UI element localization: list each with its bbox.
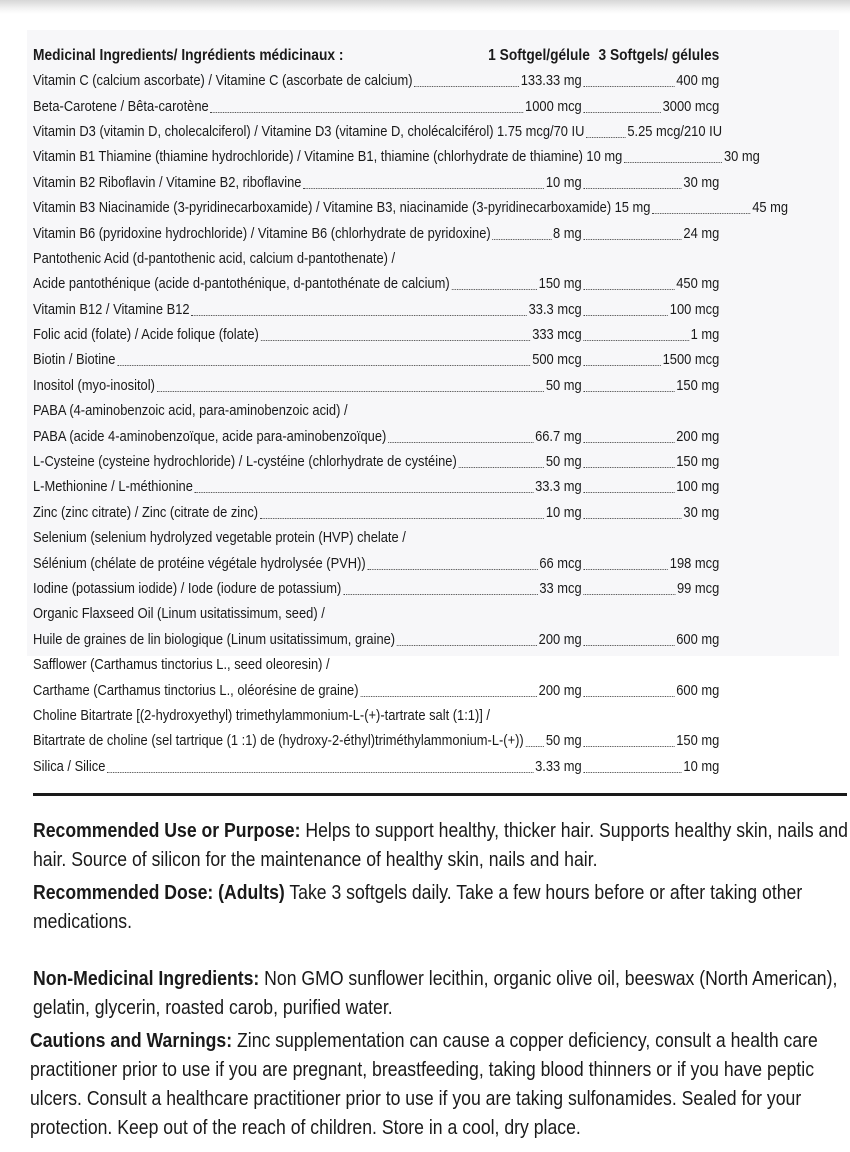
leader-dots (451, 289, 537, 290)
amount-three-softgels: 198 mcg (669, 554, 720, 572)
leader-dots (583, 391, 674, 392)
table-row (33, 195, 789, 220)
ingredient-name: PABA (acide 4-aminobenzoïque, acide para-aminobenzoïque) (33, 427, 387, 445)
amount-three-softgels: 600 mg (676, 681, 720, 699)
non-medicinal-text: Non GMO sunflower lecithin, organic olive oil, beeswax (North American), gelatin, glycerin, roasted carob, purified water. (33, 967, 838, 1019)
table-row (33, 576, 719, 601)
header-one-softgel: 1 Softgel/gélule (488, 47, 590, 64)
amount-one-softgel: 66 mcg (539, 554, 582, 572)
table-row (33, 373, 719, 398)
table-row (33, 423, 719, 448)
ingredient-name: Inositol (myo-inositol) (33, 376, 155, 394)
leader-dots (195, 492, 534, 493)
leader-dots (583, 645, 674, 646)
ingredient-name: Huile de graines de lin biologique (Linum usitatissimum, graine) (33, 630, 396, 648)
amount-one-softgel: 333 mcg (532, 326, 582, 344)
amount-three-softgels: 400 mg (676, 72, 720, 90)
amount-one-softgel: 15 mg (614, 199, 651, 217)
amount-three-softgels: 99 mcg (676, 580, 720, 597)
header-ingredients: Medicinal Ingredients/ Ingrédients médicinaux : (33, 47, 344, 64)
amount-one-softgel: 1000 mcg (525, 97, 582, 115)
amount-one-softgel: 200 mg (538, 681, 582, 699)
leader-dots (583, 365, 660, 366)
leader-dots (583, 492, 674, 493)
ingredient-name: Iodine (potassium iodide) / Iode (iodure de potassium) (33, 580, 342, 597)
leader-dots (583, 239, 681, 240)
amount-three-softgels: 150 mg (676, 453, 720, 471)
amount-one-softgel: 3.33 mg (535, 757, 582, 775)
amount-one-softgel: 133.33 mg (520, 72, 582, 90)
table-row (33, 347, 719, 372)
amount-three-softgels: 450 mg (676, 275, 720, 293)
leader-dots (583, 772, 681, 773)
ingredient-name: Bitartrate de choline (sel tartrique (1 :1) de (hydroxy-2-éthyl)triméthylammonium-L-(+)) (33, 732, 524, 750)
table-row (33, 677, 719, 702)
table-row (33, 68, 719, 93)
leader-dots (583, 289, 674, 290)
ingredient-name: Vitamin C (calcium ascorbate) / Vitamine C (ascorbate de calcium) (33, 72, 413, 90)
amount-one-softgel: 66.7 mg (535, 427, 582, 445)
leader-dots (210, 112, 523, 113)
leader-dots (652, 213, 750, 214)
leader-dots (117, 365, 530, 366)
ingredient-name: Zinc (zinc citrate) / Zinc (citrate de zinc) (33, 503, 259, 521)
table-row (33, 144, 760, 169)
leader-dots (360, 696, 537, 697)
leader-dots (303, 188, 544, 189)
leader-dots (343, 594, 538, 595)
amount-one-softgel: 33 mcg (539, 580, 582, 597)
table-row (33, 119, 723, 144)
leader-dots (586, 137, 626, 138)
leader-dots (624, 162, 722, 163)
amount-three-softgels: 1 mg (690, 326, 720, 344)
amount-three-softgels: 1500 mcg (662, 351, 720, 369)
leader-dots (388, 442, 533, 443)
amount-three-softgels: 30 mg (683, 503, 720, 521)
leader-dots (583, 569, 668, 570)
recommended-use-label: Recommended Use or Purpose: (33, 819, 301, 842)
ingredient-name: Sélénium (chélate de protéine végétale hydrolysée (PVH)) (33, 554, 366, 572)
amount-three-softgels: 200 mg (676, 427, 720, 445)
leader-dots (414, 86, 519, 87)
leader-dots (583, 315, 668, 316)
leader-dots (492, 239, 551, 240)
table-row (33, 170, 719, 195)
ingredient-name: Vitamin D3 (vitamin D, cholecalciferol) / Vitamine D3 (vitamine D, cholécalciférol) (33, 122, 494, 140)
leader-dots (525, 746, 544, 747)
amount-one-softgel: 10 mg (545, 173, 582, 191)
leader-dots (583, 518, 681, 519)
ingredient-name: Acide pantothénique (acide d-pantothénique, d-pantothénate de calcium) (33, 275, 450, 293)
recommended-dose (33, 878, 850, 936)
ingredient-rows (33, 68, 789, 779)
leader-dots (583, 442, 674, 443)
recommended-dose-text: Take 3 softgels daily. Take a few hours before or after taking other medications. (33, 881, 803, 933)
leader-dots (107, 772, 533, 773)
amount-three-softgels: 24 mg (683, 224, 720, 242)
amount-one-softgel: 50 mg (545, 453, 582, 471)
ingredient-name: Vitamin B2 Riboflavin / Vitamine B2, riboflavine (33, 173, 302, 191)
amount-three-softgels: 150 mg (676, 376, 720, 394)
ingredient-name: Vitamin B12 / Vitamine B12 (33, 300, 190, 318)
amount-three-softgels: 30 mg (723, 148, 760, 166)
recommended-dose-label: Recommended Dose: (Adults) (33, 881, 285, 904)
leader-dots (458, 467, 544, 468)
amount-three-softgels: 5.25 mcg/210 IU (627, 122, 723, 140)
amount-one-softgel: 50 mg (545, 732, 582, 750)
table-row (33, 271, 719, 296)
amount-one-softgel: 33.3 mcg (528, 300, 582, 318)
table-row (33, 220, 719, 245)
leader-dots (583, 340, 688, 341)
amount-three-softgels: 600 mg (676, 630, 720, 648)
table-header (33, 44, 719, 68)
amount-one-softgel: 8 mg (552, 224, 582, 242)
cautions-and-warnings (30, 1026, 850, 1142)
ingredient-name: Safflower (Carthamus tinctorius L., seed oleoresin) / (33, 656, 330, 674)
table-row (33, 449, 719, 474)
recommended-use (33, 816, 850, 874)
table-row (33, 93, 719, 118)
cautions-text: Zinc supplementation can cause a copper deficiency, consult a health care practitioner prior to use if you are pregnant, breastfeeding, taking blood thinners or if you have peptic ulcers. Consult a healthcare practitioner prior to use if you are taking sulfonamides. Sealed for your protection. Keep out of the reach of children. Store in a cool, dry place. (30, 1029, 818, 1139)
non-medicinal-ingredients (33, 964, 850, 1022)
table-row (33, 703, 719, 728)
amount-one-softgel: 1.75 mcg/70 IU (496, 122, 585, 140)
header-three-softgels: 3 Softgels/ gélules (598, 47, 720, 64)
leader-dots (583, 746, 674, 747)
table-row (33, 297, 719, 322)
leader-dots (583, 112, 660, 113)
leader-dots (191, 315, 527, 316)
leader-dots (260, 518, 544, 519)
leader-dots (157, 391, 545, 392)
table-row (33, 398, 719, 423)
table-row (33, 474, 719, 499)
table-row (33, 728, 719, 753)
non-medicinal-label: Non-Medicinal Ingredients: (33, 967, 260, 990)
amount-one-softgel: 500 mcg (532, 351, 582, 369)
ingredient-name: Carthame (Carthamus tinctorius L., oléorésine de graine) (33, 681, 359, 699)
ingredient-name: L-Cysteine (cysteine hydrochloride) / L-cystéine (chlorhydrate de cystéine) (33, 453, 457, 471)
ingredient-name: Selenium (selenium hydrolyzed vegetable protein (HVP) chelate / (33, 529, 406, 547)
amount-three-softgels: 30 mg (683, 173, 720, 191)
leader-dots (583, 467, 674, 468)
leader-dots (583, 86, 674, 87)
recommended-use-text: Helps to support healthy, thicker hair. Supports healthy skin, nails and hair. Source of silicon for the maintenance of healthy skin, nails and hair. (33, 819, 848, 871)
ingredient-name: Vitamin B6 (pyridoxine hydrochloride) / Vitamine B6 (chlorhydrate de pyridoxine) (33, 224, 491, 242)
amount-one-softgel: 50 mg (545, 376, 582, 394)
leader-dots (367, 569, 537, 570)
leader-dots (583, 696, 674, 697)
section-divider (33, 793, 847, 796)
table-row (33, 627, 719, 652)
table-row (33, 601, 719, 626)
ingredient-name: PABA (4-aminobenzoic acid, para-aminobenzoic acid) / (33, 402, 348, 420)
ingredient-name: Silica / Silice (33, 757, 106, 775)
amount-three-softgels: 100 mcg (669, 300, 720, 318)
ingredient-name: Organic Flaxseed Oil (Linum usitatissimum, seed) / (33, 605, 325, 623)
top-shadow (0, 0, 850, 14)
ingredient-name: Choline Bitartrate [(2-hydroxyethyl) trimethylammonium-L-(+)-tartrate salt (1:1)] / (33, 706, 491, 724)
leader-dots (583, 594, 675, 595)
amount-three-softgels: 10 mg (683, 757, 720, 775)
amount-three-softgels: 100 mg (676, 478, 720, 496)
amount-one-softgel: 10 mg (586, 148, 623, 166)
table-row (33, 500, 719, 525)
amount-three-softgels: 150 mg (676, 732, 720, 750)
medicinal-ingredients-table (33, 44, 789, 779)
amount-three-softgels: 3000 mcg (662, 97, 720, 115)
leader-dots (397, 645, 537, 646)
ingredient-name: Vitamin B1 Thiamine (thiamine hydrochloride) / Vitamine B1, thiamine (chlorhydrate de thiamine) (33, 148, 583, 166)
table-row (33, 754, 719, 779)
cautions-label: Cautions and Warnings: (30, 1029, 233, 1052)
table-row (33, 525, 719, 550)
amount-one-softgel: 33.3 mg (535, 478, 582, 496)
ingredient-name: Folic acid (folate) / Acide folique (folate) (33, 326, 259, 344)
table-row (33, 550, 719, 575)
leader-dots (261, 340, 531, 341)
ingredient-name: Biotin / Biotine (33, 351, 116, 369)
amount-three-softgels: 45 mg (752, 199, 789, 217)
amount-one-softgel: 10 mg (545, 503, 582, 521)
ingredient-name: Pantothenic Acid (d-pantothenic acid, calcium d-pantothenate) / (33, 249, 396, 267)
amount-one-softgel: 150 mg (538, 275, 582, 293)
table-row (33, 652, 719, 677)
table-row (33, 322, 719, 347)
amount-one-softgel: 200 mg (538, 630, 582, 648)
ingredient-name: Beta-Carotene / Bêta-carotène (33, 97, 209, 115)
ingredient-name: L-Methionine / L-méthionine (33, 478, 193, 496)
ingredient-name: Vitamin B3 Niacinamide (3-pyridinecarboxamide) / Vitamine B3, niacinamide (3-pyridinecarboxamide) (33, 199, 612, 217)
leader-dots (583, 188, 681, 189)
table-row (33, 246, 719, 271)
